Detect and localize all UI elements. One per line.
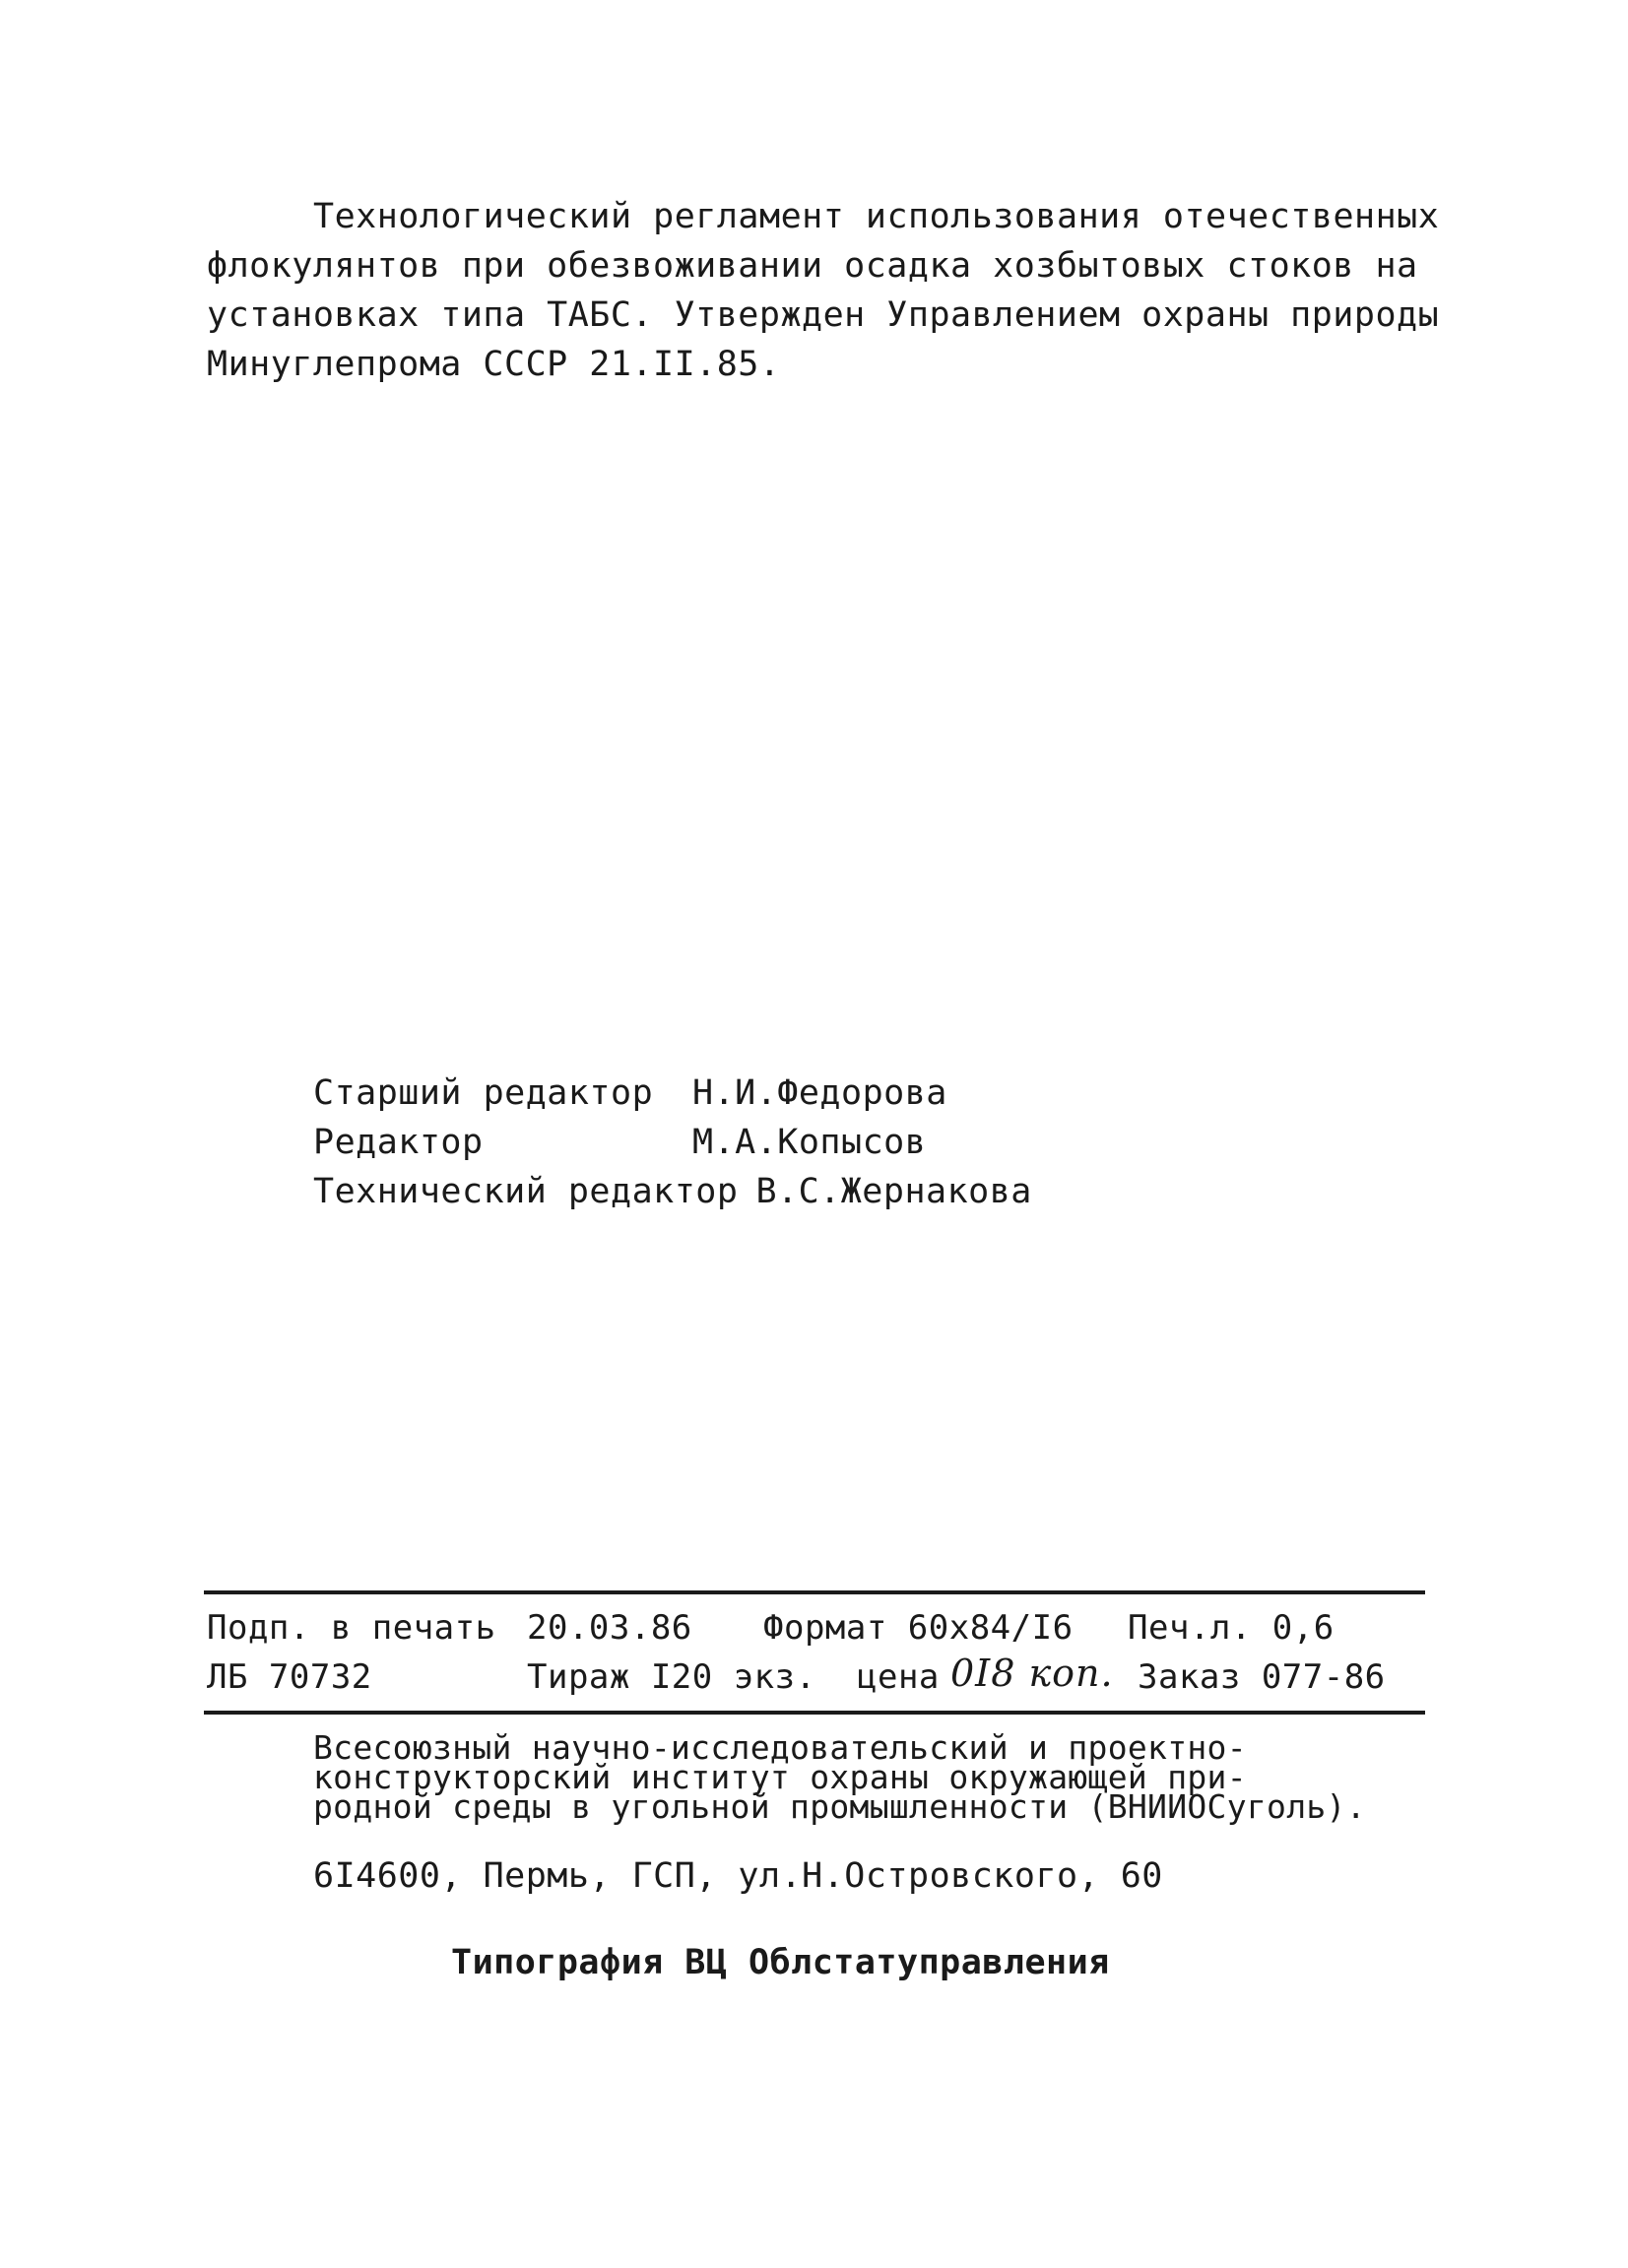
institute-line: Всесоюзный научно-исследовательский и проектно- (313, 1728, 1247, 1767)
intro-line: флокулянтов при обезвоживании осадка хозбытовых стоков на (207, 246, 1418, 286)
credit-row (313, 1167, 1032, 1216)
imprint-divider-bottom (204, 1711, 1425, 1715)
signed-date: 20.03.86 (527, 1608, 692, 1648)
credit-role: Старший редактор (313, 1073, 654, 1113)
paper-format: Формат 60x84/I6 (763, 1608, 1074, 1648)
imprint-row (207, 1603, 1428, 1652)
publisher-institute (313, 1728, 1366, 1826)
intro-line: установках типа ТАБС. Утвержден Управлением охраны природы (207, 295, 1440, 335)
order-number: Заказ 077-86 (1138, 1657, 1386, 1697)
signed-label: Подп. в печать (207, 1608, 496, 1648)
credit-name: Н.И.Федорова (692, 1073, 947, 1113)
imprint-row (207, 1652, 1428, 1702)
regulation-description (207, 192, 1440, 389)
circulation: Тираж I20 экз. (527, 1657, 816, 1697)
credit-name: В.С.Жернакова (755, 1172, 1032, 1211)
imprint-divider-top (204, 1590, 1425, 1594)
print-sheets: Печ.л. 0,6 (1128, 1608, 1335, 1648)
price-value: 0I8 коп. (950, 1652, 1114, 1695)
institute-line: конструкторский институт охраны окружающей при- (313, 1758, 1247, 1796)
publisher-address: 6I4600, Пермь, ГСП, ул.Н.Островского, 60 (313, 1856, 1163, 1896)
intro-line: Технологический регламент использования отечественных (313, 197, 1440, 236)
credit-row (313, 1118, 1032, 1167)
intro-line: Минуглепрома СССР 21.II.85. (207, 345, 781, 384)
lb-number: ЛБ 70732 (207, 1657, 372, 1697)
institute-line: родной среды в угольной промышленности (ВНИИОСуголь). (313, 1787, 1366, 1826)
price-label: цена (857, 1657, 940, 1697)
credit-name: М.А.Копысов (692, 1123, 927, 1162)
editorial-credits (313, 1069, 1032, 1216)
credit-row (313, 1069, 1032, 1118)
imprint-block (207, 1603, 1428, 1702)
credit-role: Редактор (313, 1123, 484, 1162)
credit-role: Технический редактор (313, 1172, 739, 1211)
printing-house: Типография ВЦ Облстатуправления (451, 1943, 1110, 1982)
